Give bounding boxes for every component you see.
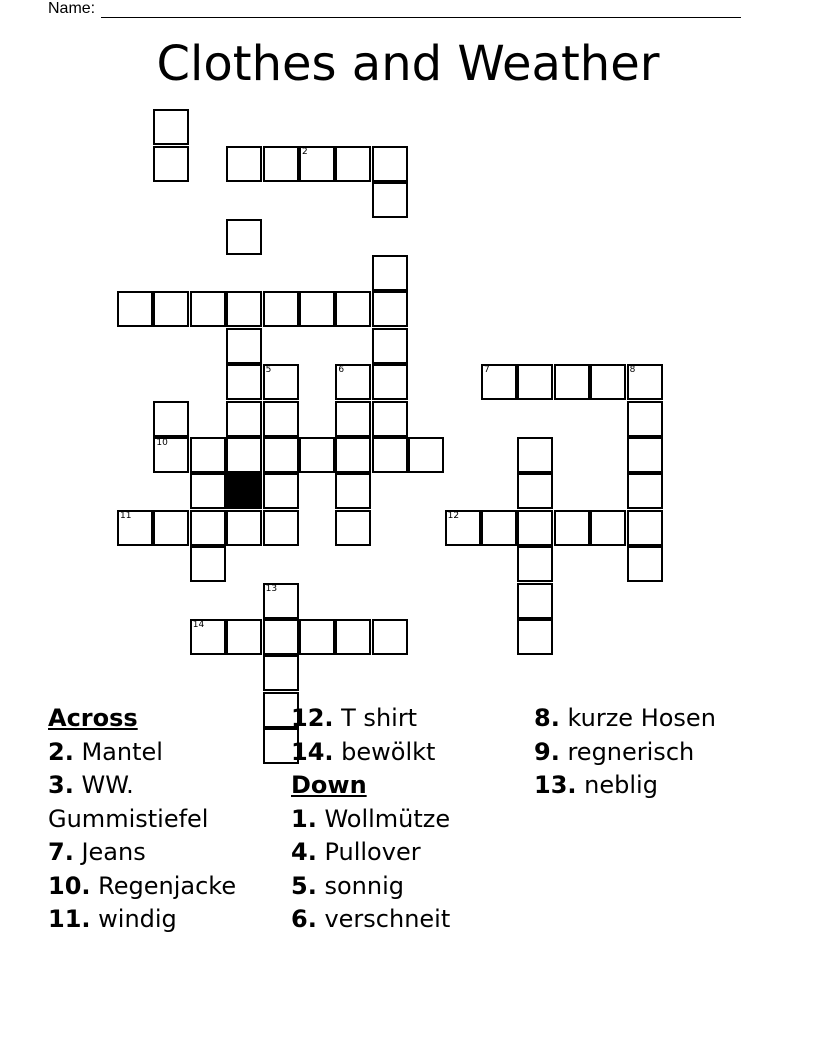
grid-block (226, 473, 262, 509)
grid-cell[interactable] (190, 291, 226, 327)
grid-cell[interactable] (153, 109, 189, 145)
clue-item-number: 8. (534, 704, 560, 732)
grid-cell[interactable] (263, 437, 299, 473)
grid-cell[interactable] (153, 437, 189, 473)
grid-cell[interactable] (263, 583, 299, 619)
clue-item-text: bewölkt (333, 737, 436, 766)
grid-cell[interactable] (627, 546, 663, 582)
clue-number: 7 (484, 365, 490, 376)
grid-cell[interactable] (590, 364, 626, 400)
clue-item (534, 769, 774, 803)
grid-cell[interactable] (226, 619, 262, 655)
grid-cell[interactable] (299, 291, 335, 327)
clue-number: 8 (629, 365, 636, 376)
clue-item (291, 803, 511, 837)
grid-cell[interactable] (554, 364, 590, 400)
grid-cell[interactable] (226, 364, 262, 400)
grid-cell[interactable] (372, 364, 408, 400)
clue-number: 6 (338, 365, 345, 376)
grid-cell[interactable] (263, 291, 299, 327)
grid-cell[interactable] (517, 364, 553, 400)
clue-item-number: 1. (291, 804, 317, 833)
grid-cell[interactable] (226, 146, 262, 182)
clue-item-text: windig (90, 905, 177, 933)
grid-cell[interactable] (590, 510, 626, 546)
clue-item-number: 6. (291, 905, 317, 933)
grid-cell[interactable] (190, 473, 226, 509)
grid-cell[interactable] (627, 437, 663, 473)
grid-cell[interactable] (153, 291, 189, 327)
clue-item-text: WW. Gummistiefel (48, 771, 209, 833)
clue-item (291, 836, 511, 870)
clue-item-number: 11. (48, 905, 91, 933)
grid-cell[interactable] (335, 437, 371, 473)
grid-cell[interactable] (372, 291, 408, 327)
clue-item-text: regnerisch (559, 737, 695, 766)
clue-item-number: 10. (48, 871, 91, 900)
clue-column-3 (534, 702, 774, 803)
grid-cell[interactable] (153, 146, 189, 182)
clue-item-text: neblig (576, 771, 658, 799)
clue-item-text: kurze Hosen (559, 704, 716, 732)
clue-item-number: 14. (291, 737, 334, 766)
grid-cell[interactable] (335, 401, 371, 437)
clue-item-text: Pullover (316, 838, 421, 866)
grid-cell[interactable] (226, 401, 262, 437)
grid-cell[interactable] (335, 473, 371, 509)
clue-item (534, 702, 774, 736)
clue-column-1 (48, 702, 268, 937)
clue-item-text: verschneit (316, 905, 451, 933)
clue-number: 2 (302, 146, 308, 157)
grid-cell[interactable] (335, 510, 371, 546)
clue-item (291, 903, 511, 937)
grid-cell[interactable] (335, 619, 371, 655)
clue-number: 12 (447, 510, 460, 521)
grid-cell[interactable] (299, 619, 335, 655)
grid-cell[interactable] (627, 473, 663, 509)
clue-item (48, 836, 268, 870)
clue-item (291, 870, 511, 904)
clue-item-number: 12. (291, 704, 334, 732)
grid-cell[interactable] (335, 146, 371, 182)
clue-number: 10 (156, 438, 168, 448)
grid-cell[interactable] (190, 546, 226, 582)
grid-cell[interactable] (481, 510, 517, 546)
grid-cell[interactable] (190, 437, 226, 473)
grid-cell[interactable] (517, 510, 553, 546)
grid-cell[interactable] (445, 510, 481, 546)
clue-item-text: T shirt (333, 704, 418, 732)
grid-cell[interactable] (554, 510, 590, 546)
grid-cell[interactable] (481, 364, 517, 400)
clue-item (534, 736, 774, 770)
clue-item-number: 3. (48, 771, 74, 799)
page-title: Clothes and Weather (156, 36, 660, 92)
name-field (48, 0, 741, 18)
grid-cell[interactable] (117, 510, 153, 546)
clue-item (48, 736, 268, 770)
clue-item-number: 13. (534, 771, 577, 799)
clue-heading: Down (291, 771, 367, 799)
grid-cell[interactable] (372, 437, 408, 473)
grid-cell[interactable] (263, 510, 299, 546)
clue-item-text: Regenjacke (90, 871, 237, 900)
grid-cell[interactable] (263, 473, 299, 509)
grid-cell[interactable] (517, 546, 553, 582)
grid-cell[interactable] (627, 510, 663, 546)
clue-number: 13 (265, 583, 278, 594)
name-underline (101, 3, 741, 18)
grid-cell[interactable] (190, 619, 226, 655)
grid-cell[interactable] (263, 146, 299, 182)
clue-item-number: 5. (291, 871, 317, 900)
clue-item (291, 736, 511, 770)
clue-item-text: sonnig (316, 871, 404, 900)
clue-item-number: 4. (291, 838, 317, 866)
grid-cell[interactable] (335, 364, 371, 400)
clue-item-number: 7. (48, 838, 74, 866)
grid-cell[interactable] (263, 619, 299, 655)
grid-cell[interactable] (517, 473, 553, 509)
clue-number: 11 (120, 510, 132, 521)
grid-cell[interactable] (517, 619, 553, 655)
clue-item-number: 9. (534, 737, 560, 766)
grid-cell[interactable] (372, 328, 408, 364)
grid-cell[interactable] (226, 219, 262, 255)
clue-item (48, 769, 268, 836)
grid-cell[interactable] (372, 619, 408, 655)
grid-cell[interactable] (226, 328, 262, 364)
clue-item-number: 2. (48, 737, 74, 766)
grid-cell[interactable] (627, 364, 663, 400)
grid-cell[interactable] (153, 401, 189, 437)
clue-item-text: Mantel (73, 737, 163, 766)
grid-cell[interactable] (627, 401, 663, 437)
clue-number: 5 (265, 365, 272, 376)
grid-cell[interactable] (408, 437, 444, 473)
name-label: Name: (48, 0, 96, 17)
grid-cell[interactable] (372, 401, 408, 437)
grid-cell[interactable] (263, 401, 299, 437)
grid-cell[interactable] (299, 437, 335, 473)
clue-column-2 (291, 702, 511, 937)
grid-cell[interactable] (153, 510, 189, 546)
grid-cell[interactable] (335, 291, 371, 327)
clue-item-text: Jeans (73, 838, 146, 866)
clue-item-text: Wollmütze (316, 804, 451, 833)
grid-cell[interactable] (226, 510, 262, 546)
grid-cell[interactable] (299, 146, 335, 182)
clue-item (291, 702, 511, 736)
clue-item (48, 870, 268, 904)
grid-cell[interactable] (117, 291, 153, 327)
clue-number: 14 (192, 620, 205, 630)
grid-cell[interactable] (263, 364, 299, 400)
grid-cell[interactable] (372, 182, 408, 218)
grid-cell[interactable] (517, 583, 553, 619)
grid-cell[interactable] (372, 146, 408, 182)
grid-cell[interactable] (190, 510, 226, 546)
grid-cell[interactable] (226, 291, 262, 327)
grid-cell[interactable] (517, 437, 553, 473)
grid-cell[interactable] (226, 437, 262, 473)
clue-item (48, 903, 268, 937)
grid-cell[interactable] (263, 655, 299, 691)
grid-cell[interactable] (372, 255, 408, 291)
clue-heading: Across (48, 704, 138, 732)
